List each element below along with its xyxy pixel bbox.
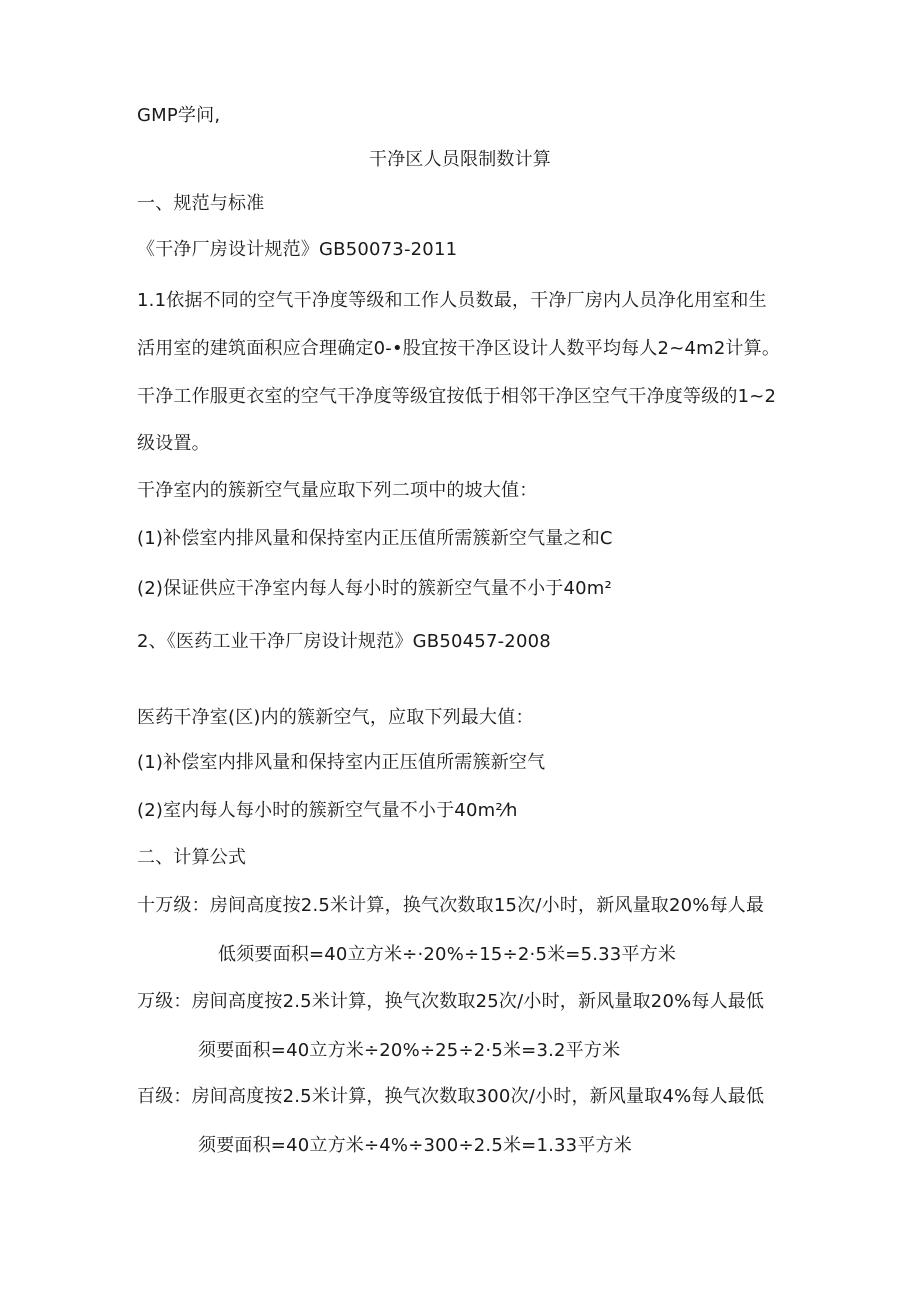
document-title: 干净区人员限制数计算 xyxy=(369,149,551,170)
calc-100-line-1: 百级：房间高度按2.5米计算，换气次数取300次/小时，新风量取4%每人最低 xyxy=(137,1086,765,1107)
paragraph-3: 干净室内的簇新空气量应取下列二项中的坡大值： xyxy=(137,480,538,501)
standard-gb50457: 2、《医药工业干净厂房设计规范》GB50457-2008 xyxy=(137,631,551,652)
paragraph-4-item-2: (2)室内每人每小时的簇新空气量不小于40m²⁄h xyxy=(137,800,518,821)
calc-100000-line-1: 十万级：房间高度按2.5米计算，换气次数取15次/小时，新风量取20%每人最 xyxy=(137,895,765,916)
calc-10000-line-2: 须要面积=40立方米÷20%÷25÷2·5米=3.2平方米 xyxy=(198,1040,621,1061)
header-text: GMP学问, xyxy=(137,105,221,126)
paragraph-3-item-2: (2)保证供应干净室内每人每小时的簇新空气量不小于40m² xyxy=(137,578,612,599)
section-heading-formula: 二、计算公式 xyxy=(137,847,247,868)
paragraph-2-line-2: 级设置。 xyxy=(137,433,210,454)
paragraph-4-item-1: (1)补偿室内排风量和保持室内正压值所需簇新空气 xyxy=(137,752,546,773)
paragraph-1-line-2: 活用室的建筑面积应合理确定0-•股宜按干净区设计人数平均每人2~4m2计算。 xyxy=(137,338,781,359)
calc-100-line-2: 须要面积=40立方米÷4%÷300÷2.5米=1.33平方米 xyxy=(198,1135,632,1156)
paragraph-1-line-1: 1.1依据不同的空气干净度等级和工作人员数最，干净厂房内人员净化用室和生 xyxy=(137,290,767,311)
section-heading-standards: 一、规范与标准 xyxy=(137,193,265,214)
paragraph-2-line-1: 干净工作服更衣室的空气干净度等级宜按低于相邻干净区空气干净度等级的1~2 xyxy=(137,386,777,407)
calc-100000-line-2: 低须要面积=40立方米÷·20%÷15÷2·5米=5.33平方米 xyxy=(218,944,677,965)
paragraph-4: 医药干净室(区)内的簇新空气，应取下列最大值： xyxy=(137,707,534,728)
calc-10000-line-1: 万级：房间高度按2.5米计算，换气次数取25次/小时，新风量取20%每人最低 xyxy=(137,991,765,1012)
standard-gb50073: 《干净厂房设计规范》GB50073-2011 xyxy=(137,239,458,260)
paragraph-3-item-1: (1)补偿室内排风量和保持室内正压值所需簇新空气量之和C xyxy=(137,528,613,549)
